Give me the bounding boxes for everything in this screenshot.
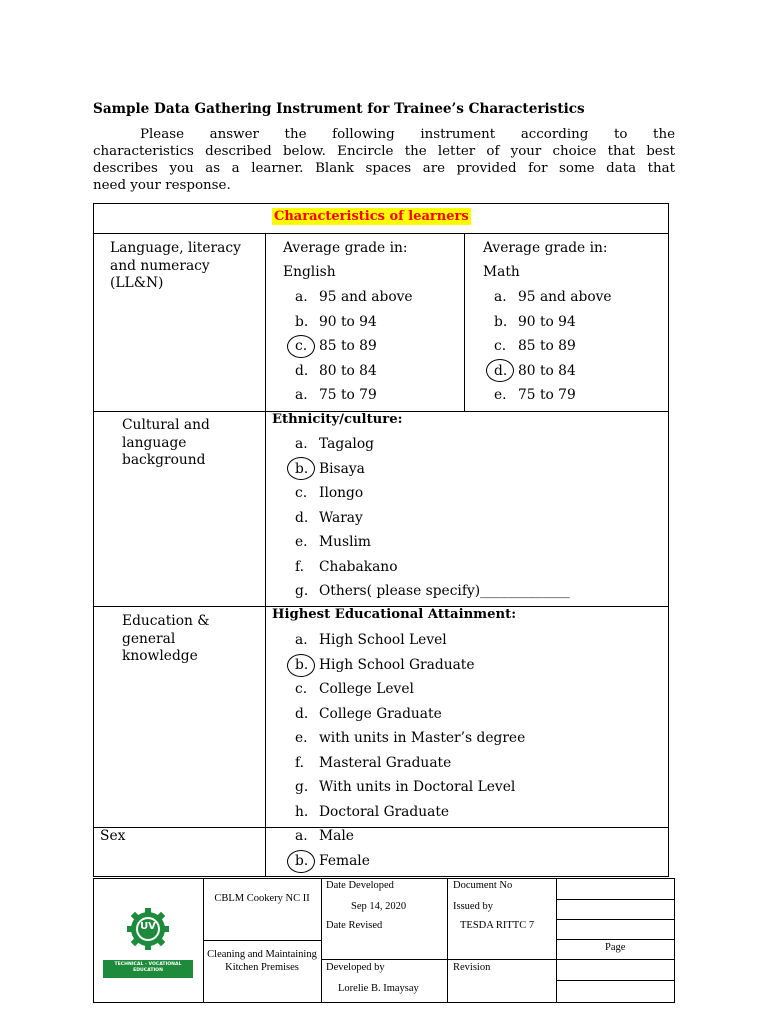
option-item: c. 85 to 89: [295, 338, 377, 355]
revision-label: Revision: [453, 962, 491, 973]
intro-line: characteristics described below. Encircle the letter of your choice that best: [93, 144, 675, 159]
uv-logo: [101, 904, 195, 980]
english-subject: English: [283, 264, 336, 280]
intro-line: describes you as a learner. Blank spaces are provided for some data that: [93, 161, 675, 176]
date-developed-label: Date Developed: [326, 880, 394, 891]
math-options: [494, 288, 612, 411]
option-item: a. Tagalog: [295, 436, 374, 452]
table-header: Characteristics of learners: [274, 209, 469, 224]
date-developed-value: Sep 14, 2020: [351, 901, 407, 912]
option-item: c. Ilongo: [295, 485, 364, 501]
english-heading: Average grade in:: [283, 240, 408, 256]
intro-line: Please answer the following instrument according to the: [140, 127, 675, 142]
module-title: CBLM Cookery NC II: [214, 893, 310, 904]
developed-by-value: Lorelie B. Imaysay: [338, 983, 419, 994]
selection-circle: [287, 335, 315, 358]
option-item: g. Others( please specify)_____________: [295, 583, 570, 599]
option-item: b. 90 to 94: [295, 313, 377, 330]
education-options: [295, 631, 525, 827]
intro-line: need your response.: [93, 178, 231, 193]
math-grade-group: [483, 240, 608, 288]
page-label: Page: [605, 942, 626, 953]
date-revised-label: Date Revised: [326, 920, 383, 931]
selection-circle: [486, 359, 514, 382]
option-item: a. 75 to 79: [295, 387, 377, 404]
developed-by-label: Developed by: [326, 962, 385, 973]
option-item: d. 80 to 84: [295, 362, 377, 379]
option-item: a. High School Level: [295, 632, 447, 648]
option-item: e. 75 to 79: [494, 387, 576, 404]
english-grade-group: [283, 240, 408, 288]
education-label: Education & general knowledge: [122, 613, 210, 664]
document-title: Sample Data Gathering Instrument for Trainee’s Characteristics: [93, 101, 585, 117]
logo-monogram: UV: [140, 921, 156, 932]
option-item: a. 95 and above: [494, 289, 612, 305]
issued-by-label: Issued by: [453, 901, 493, 912]
option-item: a. Male: [295, 828, 354, 844]
option-item: f. Masteral Graduate: [295, 754, 452, 771]
option-item: d. Waray: [295, 509, 363, 526]
option-item: c. 85 to 89: [494, 338, 576, 355]
document-no-label: Document No: [453, 880, 513, 891]
math-heading: Average grade in:: [483, 240, 608, 256]
culture-label: Cultural and language background: [122, 417, 210, 468]
option-item: h. Doctoral Graduate: [295, 803, 450, 820]
option-item: d. 80 to 84: [494, 362, 576, 379]
option-item: c. College Level: [295, 681, 414, 697]
option-item: e. with units in Master’s degree: [295, 730, 526, 746]
option-item: b. Bisaya: [295, 460, 365, 477]
unit-title: Cleaning and Maintaining Kitchen Premises: [207, 949, 317, 973]
issued-by-value: TESDA RITTC 7: [460, 920, 535, 931]
logo-caption: TECHNICAL - VOCATIONAL EDUCATION: [114, 962, 182, 973]
option-item: a. 95 and above: [295, 289, 413, 305]
option-item: e. Muslim: [295, 534, 372, 550]
option-item: b. 90 to 94: [494, 313, 576, 330]
culture-heading: Ethnicity/culture:: [272, 412, 403, 427]
culture-options: [295, 435, 570, 607]
option-item: f. Chabakano: [295, 558, 398, 575]
llen-label: Language, literacy and numeracy (LL&N): [110, 240, 241, 291]
option-item: b. High School Graduate: [295, 656, 475, 673]
option-item: d. College Graduate: [295, 705, 442, 722]
education-heading: Highest Educational Attainment:: [272, 607, 517, 622]
selection-circle: [287, 654, 315, 677]
option-item: b. Female: [295, 852, 370, 869]
selection-circle: [287, 457, 315, 480]
option-item: g. With units in Doctoral Level: [295, 779, 516, 795]
math-subject: Math: [483, 264, 520, 280]
sex-label: Sex: [100, 828, 126, 844]
selection-circle: [287, 850, 315, 873]
